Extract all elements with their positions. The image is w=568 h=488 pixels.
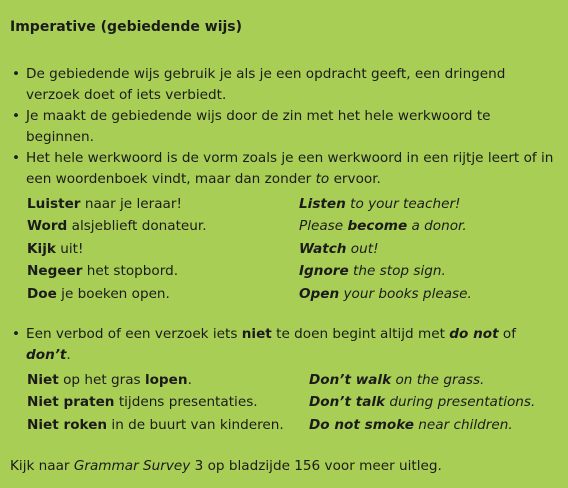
english-rest: a donor.: [407, 218, 467, 235]
negation-dont: don’t: [26, 347, 67, 363]
negation-text: te doen begint altijd met: [271, 326, 450, 342]
footer-reference: Grammar Survey: [73, 458, 191, 474]
english-rest: near children.: [413, 416, 513, 433]
english-verb: Watch: [299, 240, 347, 257]
dutch-verb: Luister: [27, 196, 81, 212]
example-row: [27, 283, 567, 305]
dutch-rest: op het gras: [58, 372, 145, 388]
english-example: [299, 260, 446, 282]
examples-table-positive: [27, 193, 567, 305]
bullet-icon: •: [12, 66, 21, 82]
english-verb: Open: [299, 285, 340, 302]
english-rest: during presentations.: [385, 394, 536, 411]
english-example: [299, 215, 467, 237]
rule-text-italic: to: [315, 171, 330, 187]
examples-table-negative: [27, 369, 567, 436]
english-verb: Listen: [299, 196, 346, 212]
dutch-example: [27, 238, 83, 260]
negation-do-not: do not: [449, 326, 499, 342]
dutch-example: [27, 193, 182, 215]
negation-text: of: [498, 326, 517, 342]
english-example: [309, 391, 535, 413]
english-pre: Please: [299, 218, 348, 235]
example-row: [27, 238, 567, 260]
dutch-bold: Niet: [27, 372, 59, 388]
dutch-example: [27, 391, 258, 413]
dutch-example: [27, 414, 284, 436]
rule-text: De gebiedende wijs gebruik je als je een opdracht geeft, een dringend verzoek doet of iets verbiedt.: [26, 66, 506, 103]
rule-item: [10, 148, 562, 190]
english-example: [299, 238, 379, 260]
dutch-verb: Kijk: [27, 240, 56, 257]
dutch-rest: alsjeblieft donateur.: [67, 218, 207, 235]
english-example: [299, 193, 461, 215]
english-verb: Ignore: [299, 263, 349, 280]
dutch-rest: je boeken open.: [56, 285, 170, 302]
dutch-verb: Negeer: [27, 263, 83, 280]
dutch-verb: Word: [27, 218, 68, 235]
english-rest: your books please.: [339, 285, 472, 302]
dutch-rest: uit!: [55, 240, 84, 257]
english-example: [309, 414, 513, 436]
dutch-rest: in de buurt van kinderen.: [107, 416, 284, 433]
rule-text-before: Het hele werkwoord is de vorm zoals je een werkwoord in een rijtje leert of in een woordenboek vindt, maar dan zonder: [26, 150, 554, 187]
footer-note: [10, 456, 442, 477]
rule-text: Je maakt de gebiedende wijs door de zin met het hele werkwoord te beginnen.: [26, 108, 491, 145]
english-verb: Do not smoke: [309, 416, 414, 433]
rule-item: [10, 64, 562, 106]
dutch-rest: .: [187, 372, 192, 388]
rule-text-after: ervoor.: [329, 171, 381, 187]
bullet-icon: •: [12, 108, 21, 124]
english-rest: to your teacher!: [345, 196, 461, 212]
dutch-example: [27, 283, 170, 305]
example-row: [27, 260, 567, 282]
english-example: [299, 283, 472, 305]
english-rest: the stop sign.: [348, 263, 446, 280]
negation-rule: [10, 324, 562, 366]
dutch-rest: naar je leraar!: [80, 196, 182, 212]
english-rest: on the grass.: [391, 372, 485, 388]
dutch-bold: Niet roken: [27, 416, 108, 433]
dutch-example: [27, 369, 192, 391]
english-verb: Don’t talk: [309, 394, 386, 411]
dutch-verb: Doe: [27, 285, 57, 302]
dutch-bold: Niet praten: [27, 394, 115, 411]
english-verb: become: [347, 218, 408, 235]
bullet-icon: •: [12, 326, 21, 342]
negation-text: .: [66, 347, 71, 363]
bullet-icon: •: [12, 150, 21, 166]
example-row: [27, 369, 567, 391]
dutch-rest: tijdens presentaties.: [114, 394, 258, 411]
rules-list: [10, 64, 562, 190]
example-row: [27, 414, 567, 436]
english-verb: Don’t walk: [309, 372, 392, 388]
example-row: [27, 391, 567, 413]
section-title: Imperative (gebiedende wijs): [10, 19, 243, 35]
example-row: [27, 193, 567, 215]
english-rest: out!: [346, 240, 379, 257]
footer-text: Kijk naar: [10, 458, 74, 474]
example-row: [27, 215, 567, 237]
dutch-rest: het stopbord.: [82, 263, 179, 280]
dutch-example: [27, 260, 178, 282]
negation-bold: niet: [241, 326, 272, 342]
dutch-bold: lopen: [144, 372, 188, 388]
footer-text: 3 op bladzijde 156 voor meer uitleg.: [190, 458, 442, 474]
negation-text: Een verbod of een verzoek iets: [26, 326, 242, 342]
rule-item: [10, 106, 562, 148]
english-example: [309, 369, 484, 391]
dutch-example: [27, 215, 207, 237]
